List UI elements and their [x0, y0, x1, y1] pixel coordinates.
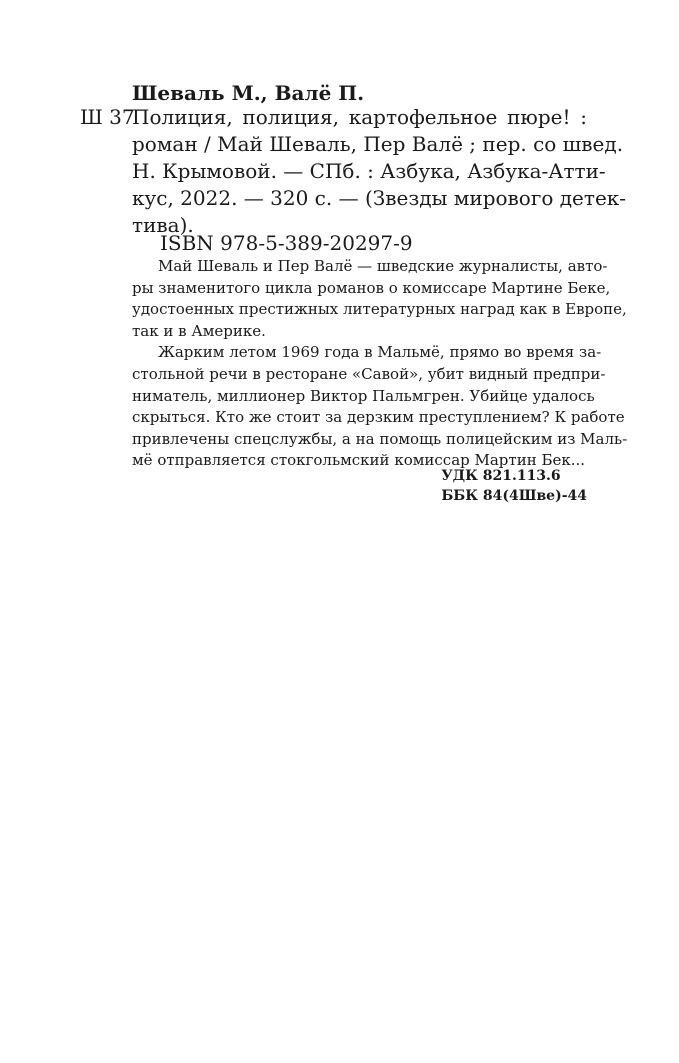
annotation-paragraph-plot [132, 342, 628, 472]
classification-codes [441, 466, 587, 506]
author-sign-code: Ш 37 [80, 105, 135, 129]
udk-code: УДК 821.113.6 [441, 468, 561, 484]
annotation-line: мё отправляется стокгольмский комиссар Мартин Бек... [132, 451, 586, 470]
isbn: ISBN 978-5-389-20297-9 [160, 231, 413, 255]
bibliographic-description [132, 104, 627, 239]
annotation-line: так и в Америке. [132, 321, 266, 340]
biblio-line: кус, 2022. — 320 с. — (Звезды мирового детек- [132, 186, 627, 210]
annotation-line: привлечены спецслужбы, а на помощь полицейским из Маль- [132, 429, 628, 448]
annotation-line: удостоенных престижных литературных наград как в Европе, [132, 300, 627, 319]
author-heading: Шеваль М., Валё П. [132, 81, 365, 105]
biblio-line: Полиция, полиция, картофельное пюре! : [132, 105, 587, 129]
biblio-line: тива). [132, 213, 194, 237]
annotation-line: Май Шеваль и Пер Валё — шведские журналисты, авто- [158, 257, 608, 275]
annotation-line: ры знаменитого цикла романов о комиссаре Мартине Беке, [132, 278, 611, 297]
bbk-code: ББК 84(4Шве)-44 [441, 488, 587, 504]
annotation-line: скрыться. Кто же стоит за дерзким преступлением? К работе [132, 408, 625, 427]
annotation-line: Жарким летом 1969 года в Мальмё, прямо во время за- [158, 343, 602, 362]
biblio-line: Н. Крымовой. — СПб. : Азбука, Азбука-Атти- [132, 159, 606, 183]
biblio-line: роман / Май Шеваль, Пер Валё ; пер. со швед. [132, 132, 624, 156]
annotation-paragraph-authors [132, 256, 627, 342]
annotation-line: ниматель, миллионер Виктор Пальмгрен. Убийце удалось [132, 386, 595, 405]
annotation-line: стольной речи в ресторане «Савой», убит видный предпри- [132, 364, 606, 383]
annotation [132, 256, 628, 472]
